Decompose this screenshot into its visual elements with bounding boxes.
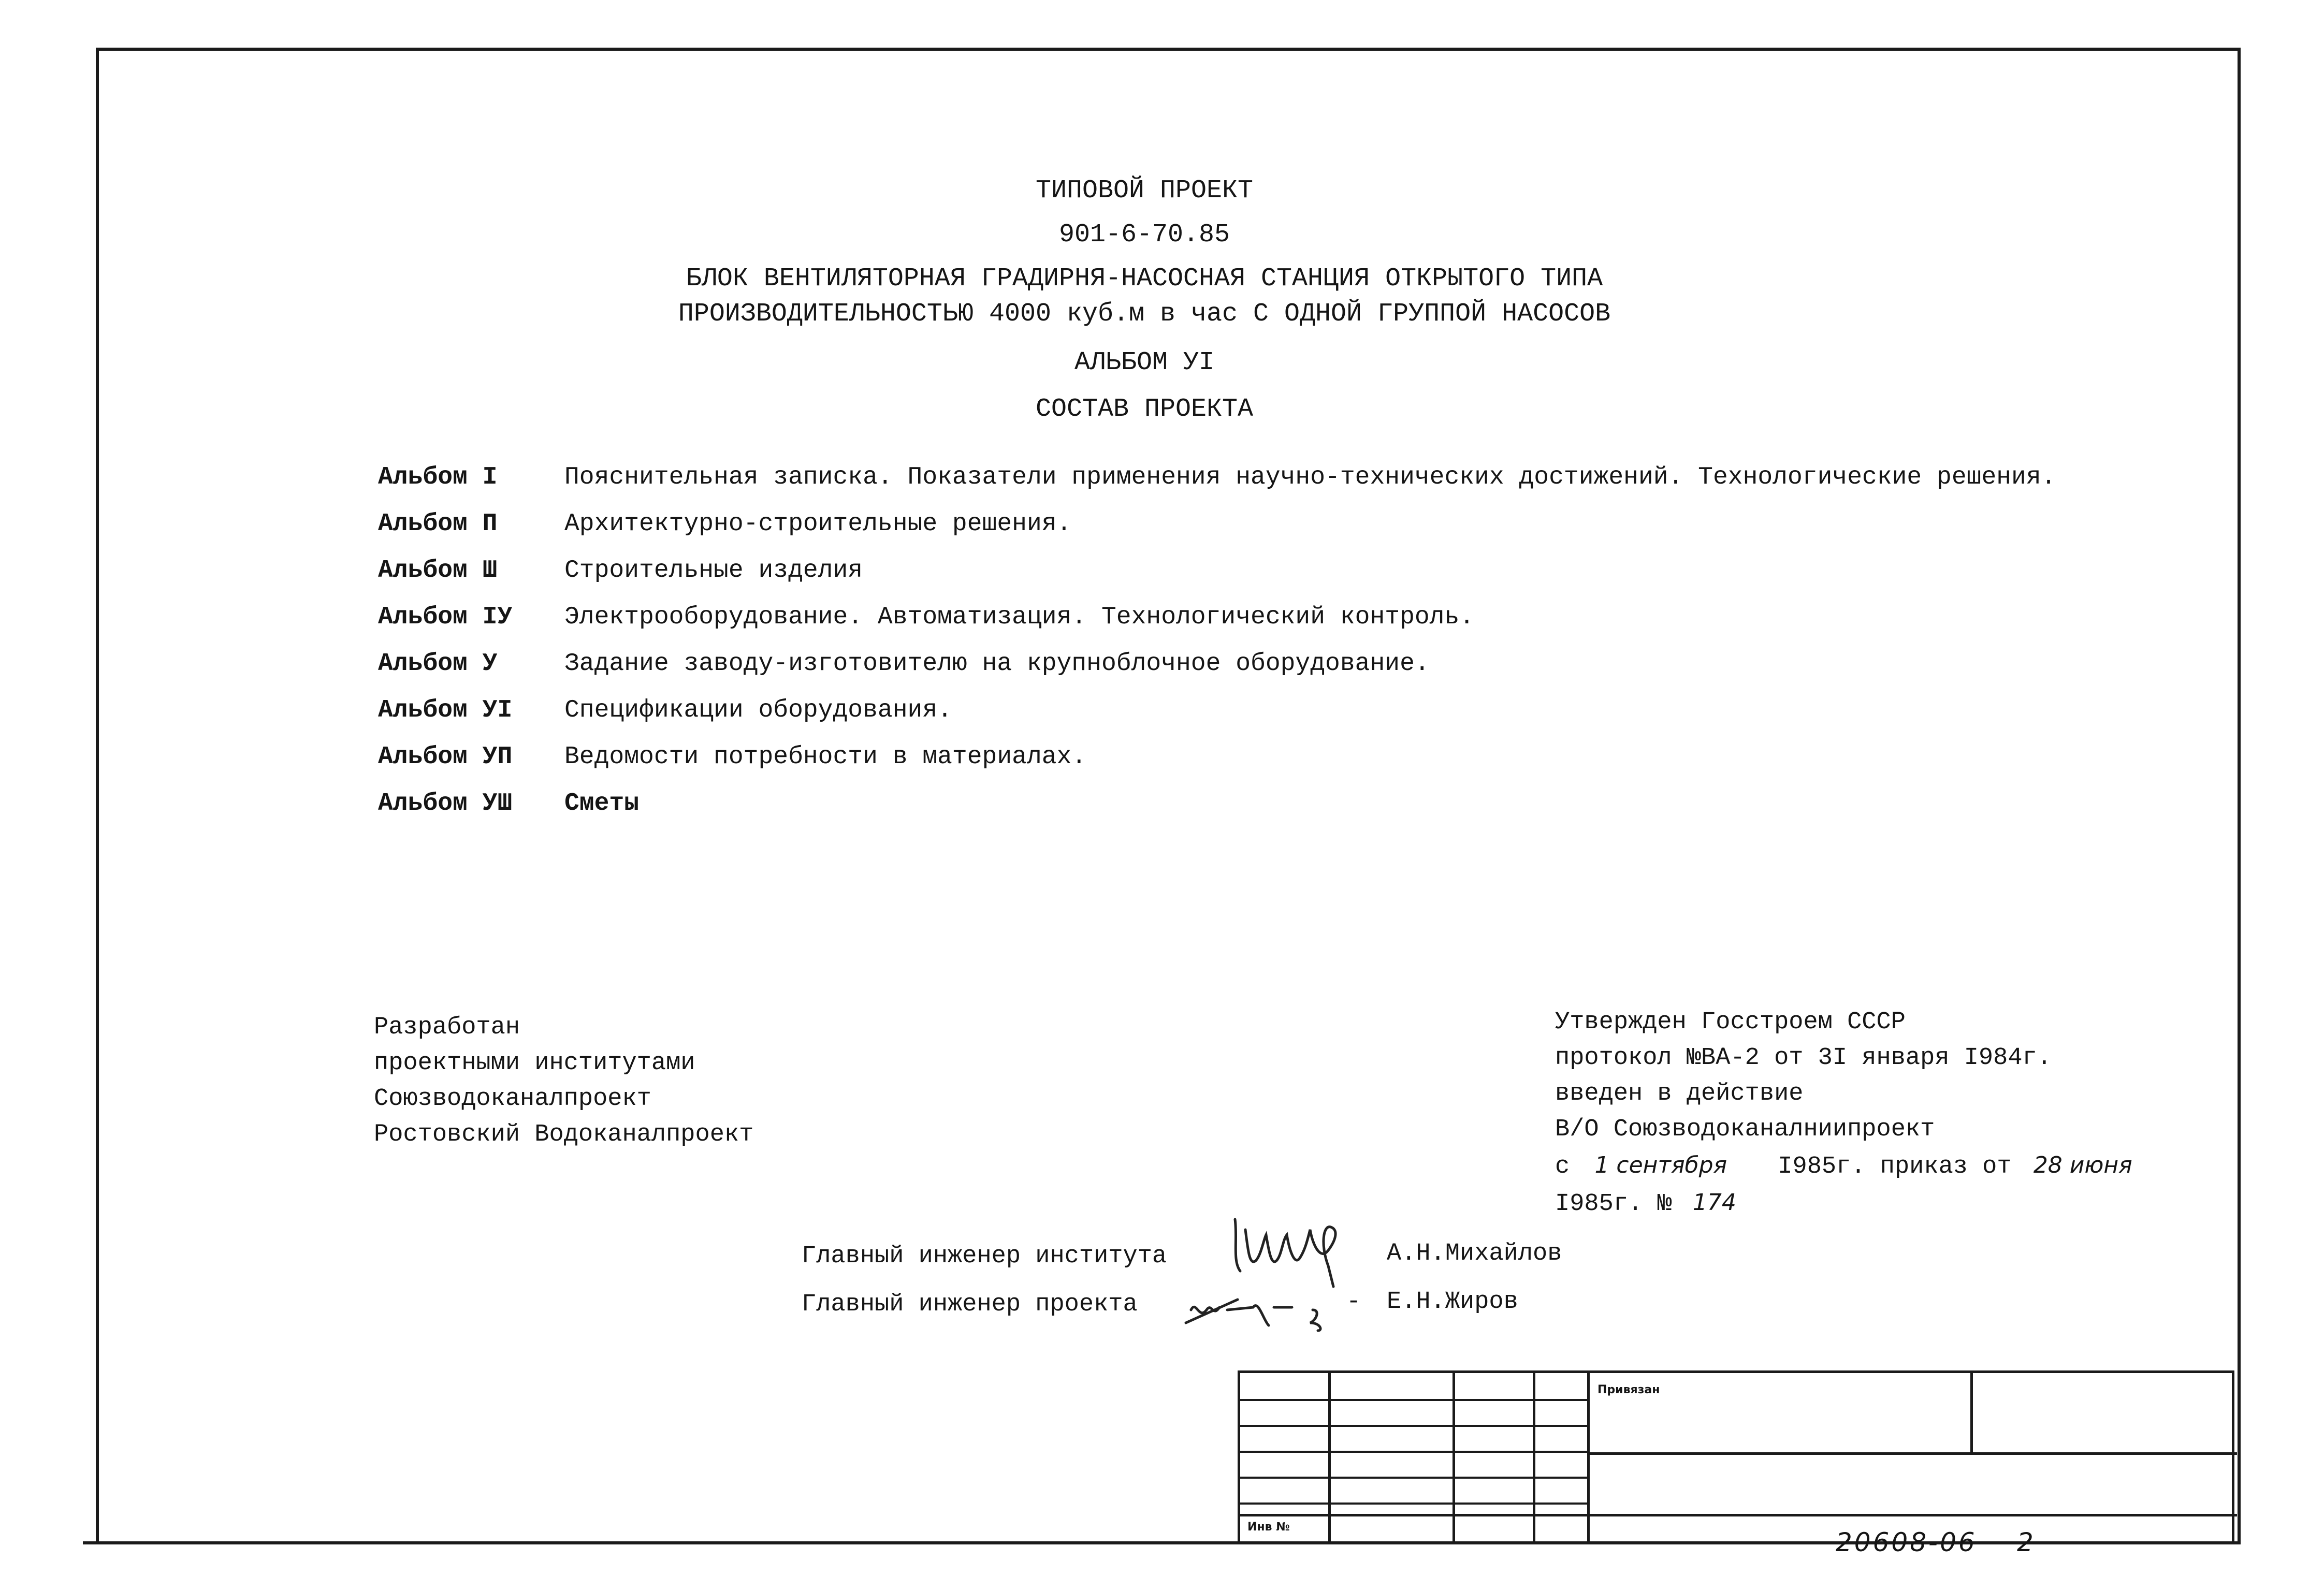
approval-prefix: с	[1555, 1153, 1570, 1180]
album-label: Альбом УП	[378, 743, 513, 771]
album-description: Сметы	[564, 790, 640, 818]
developed-line: проектными институтами	[374, 1049, 695, 1077]
approval-number-line	[1555, 1185, 2132, 1222]
developed-line: Союзводоканалпроект	[374, 1085, 651, 1113]
album-description: Спецификации оборудования.	[564, 696, 952, 724]
project-number: 901-6-70.85	[1058, 220, 1230, 250]
chief-institute-label: Главный инженер института	[802, 1243, 1167, 1270]
approval-date-line	[1555, 1147, 2132, 1185]
approval-order-text: I985г. приказ от	[1778, 1153, 2012, 1180]
handwritten-order-number: 174	[1692, 1189, 1736, 1216]
album-description: Строительные изделия	[564, 557, 863, 585]
chief-institute-name: А.Н.Михайлов	[1387, 1240, 1562, 1267]
album-description: Электрооборудование. Автоматизация. Технологический контроль.	[564, 603, 1475, 631]
chief-project-label: Главный инженер проекта	[802, 1291, 1138, 1318]
approval-line: введен в действие	[1555, 1080, 1804, 1107]
handwritten-order-date: 28 июня	[2033, 1152, 2132, 1178]
composition-title: СОСТАВ ПРОЕКТА	[1035, 395, 1254, 424]
chief-project-name: Е.Н.Жиров	[1387, 1288, 1518, 1316]
signature-dash: -	[1346, 1288, 1361, 1316]
approval-line: В/О Союзводоканалниипроект	[1555, 1116, 1935, 1143]
project-name-line1: БЛОК ВЕНТИЛЯТОРНАЯ ГРАДИРНЯ-НАСОСНАЯ СТАНЦИЯ ОТКРЫТОГО ТИПА	[686, 264, 1603, 294]
project-type: ТИПОВОЙ ПРОЕКТ	[1035, 176, 1254, 206]
album-label: Альбом УШ	[378, 790, 513, 818]
handwritten-start-date: 1 сентября	[1594, 1152, 1727, 1178]
title-block-stamp	[1238, 1370, 2234, 1541]
album-description: Задание заводу-изготовителю на крупноблочное оборудование.	[564, 650, 1430, 678]
album-label: Альбом Ш	[378, 557, 498, 585]
page-number: 2	[2017, 1527, 2036, 1557]
album-label: Альбом IУ	[378, 603, 513, 631]
album-description: Архитектурно-строительные решения.	[564, 510, 1072, 538]
album-label: Альбом УI	[378, 696, 513, 724]
approval-line: Утвержден Госстроем СССР	[1555, 1009, 1906, 1036]
album-description: Пояснительная записка. Показатели применения научно-технических достижений. Технологические решения.	[564, 463, 2056, 491]
inventory-number-label: Инв №	[1247, 1521, 1290, 1534]
album-label: Альбом I	[378, 463, 498, 491]
album-description: Ведомости потребности в материалах.	[564, 743, 1087, 771]
approval-line: протокол №ВА-2 от 3I января I984г.	[1555, 1044, 2052, 1072]
album-title: АЛЬБОМ УI	[1074, 348, 1215, 377]
album-label: Альбом У	[378, 650, 498, 678]
album-label: Альбом П	[378, 510, 498, 538]
developed-line: Разработан	[374, 1014, 520, 1041]
document-number: 20608-06	[1836, 1527, 1977, 1557]
approval-number-prefix: I985г. №	[1555, 1190, 1672, 1218]
approval-block	[1555, 1004, 2132, 1222]
developed-by-block	[374, 1010, 753, 1153]
project-name-line2: ПРОИЗВОДИТЕЛЬНОСТЬЮ 4000 куб.м в час С ОДНОЙ ГРУППОЙ НАСОСОВ	[678, 299, 1611, 329]
signature-zhirov	[1181, 1279, 1336, 1336]
developed-line: Ростовский Водоканалпроект	[374, 1121, 754, 1148]
attached-label: Привязан	[1597, 1383, 1660, 1396]
